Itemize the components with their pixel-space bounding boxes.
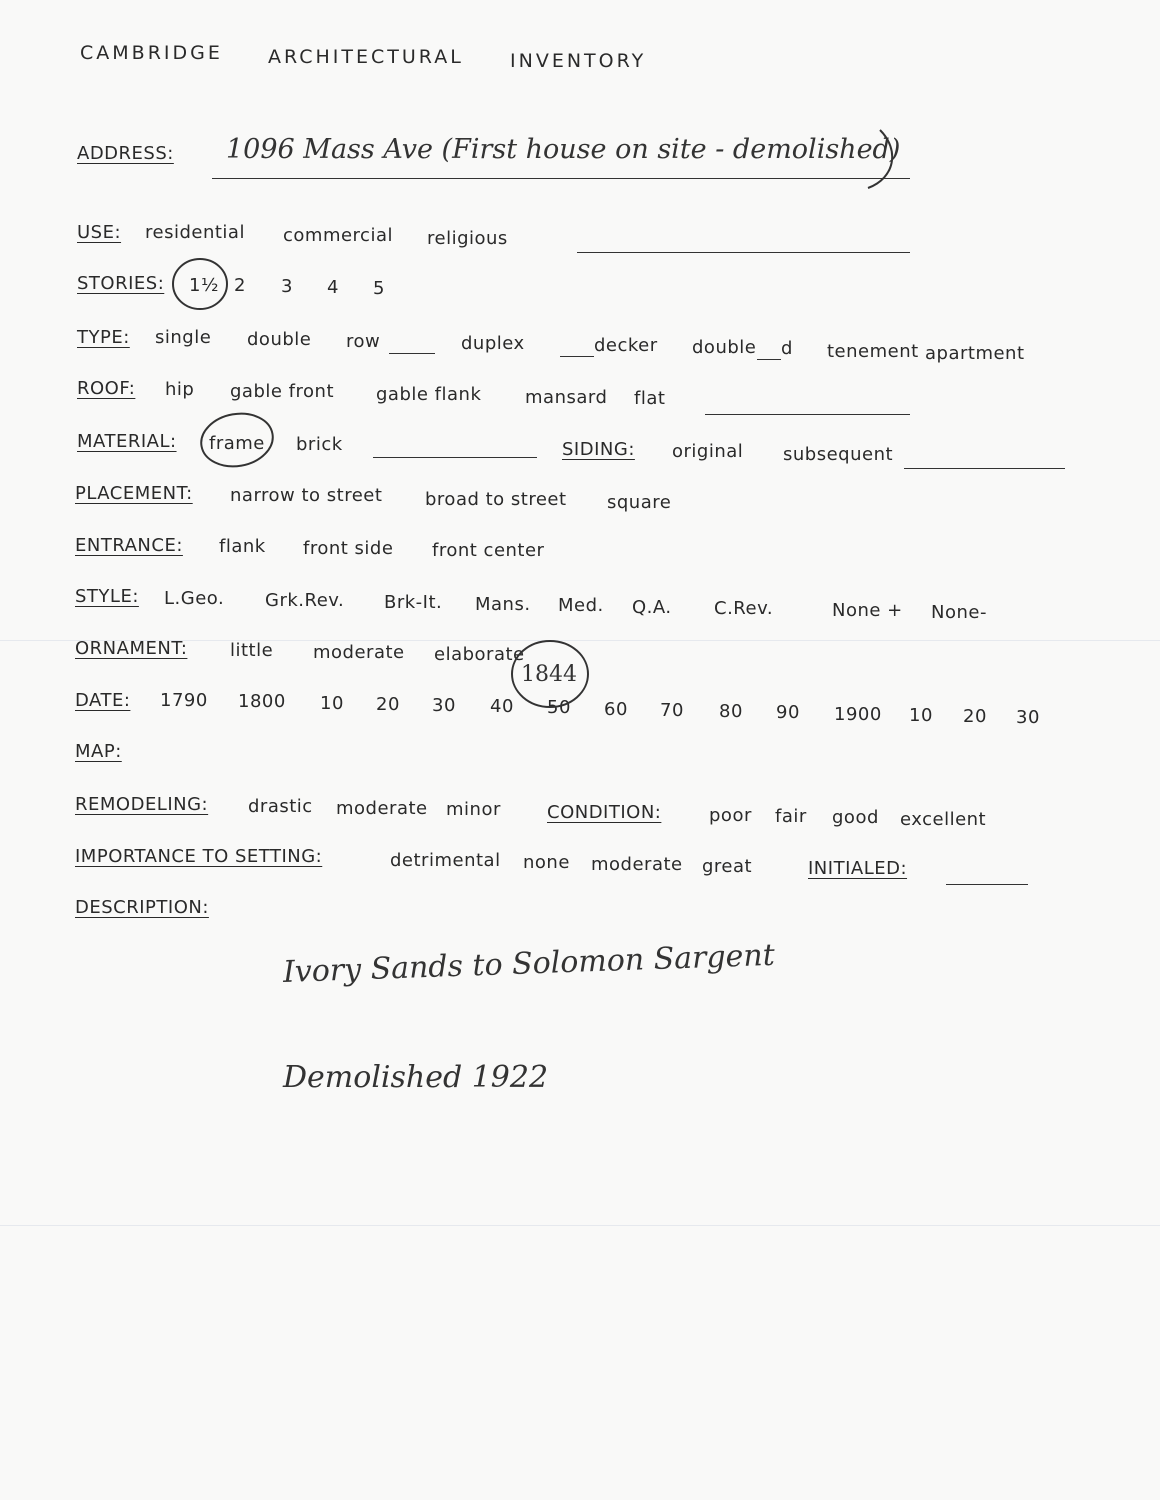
stories-option-5: 5 [373,278,385,299]
condition-option-excellent: excellent [900,809,987,830]
date-option-1800: 1800 [238,691,286,712]
type-option-double: double [247,329,312,350]
date-option-1920: 20 [963,706,987,727]
style-option-none-plus: None + [832,600,903,621]
stories-label: STORIES: [77,273,165,294]
style-option-mans: Mans. [475,594,531,615]
use-option-religious: religious [427,228,508,249]
type-option-double-decker: double [692,337,757,358]
form-title-cambridge: CAMBRIDGE [80,42,223,64]
date-option-1900: 1900 [834,704,882,725]
remodeling-option-minor: minor [446,799,501,820]
placement-option-square: square [607,492,672,513]
style-option-lgeo: L.Geo. [164,588,225,609]
style-option-none-minus: None- [931,602,987,623]
remodeling-option-moderate: moderate [336,798,428,819]
type-option-decker: decker [594,335,658,356]
type-option-duplex: duplex [461,333,525,354]
type-label: TYPE: [77,327,130,348]
form-title-architectural: ARCHITECTURAL [268,46,464,68]
condition-option-poor: poor [709,805,752,826]
style-option-brkit: Brk-It. [384,592,443,613]
roof-label: ROOF: [77,378,136,399]
date-option-90: 90 [776,702,800,723]
date-option-20: 20 [376,694,400,715]
use-option-commercial: commercial [283,225,393,246]
importance-option-great: great [702,856,753,877]
address-paren-stroke [868,130,892,188]
siding-option-subsequent: subsequent [783,444,894,465]
placement-option-broad: broad to street [425,489,567,510]
form-title-inventory: INVENTORY [510,50,647,72]
stories-option-1-half: 1½ [189,275,219,296]
remodeling-label: REMODELING: [75,794,209,815]
date-handwritten-value: 1844 [521,662,577,687]
stories-selected-circle [173,259,227,309]
description-label: DESCRIPTION: [75,897,209,918]
condition-option-good: good [832,807,879,828]
description-handwritten-line-2: Demolished 1922 [283,1060,549,1095]
material-option-frame: frame [209,433,265,454]
material-option-brick: brick [296,434,343,455]
material-label: MATERIAL: [77,431,177,452]
roof-option-mansard: mansard [525,387,608,408]
date-option-10: 10 [320,693,344,714]
ornament-option-moderate: moderate [313,642,405,663]
style-label: STYLE: [75,586,139,607]
siding-label: SIDING: [562,439,635,460]
type-option-d: d [781,338,793,359]
type-option-tenement: tenement [827,341,919,362]
material-selected-circle [197,408,277,472]
address-handwritten-value: 1096 Mass Ave (First house on site - demolished) [226,134,901,165]
roof-option-gable-front: gable front [230,381,334,402]
condition-label: CONDITION: [547,802,662,823]
roof-option-gable-flank: gable flank [376,384,482,405]
stories-option-3: 3 [281,276,293,297]
map-label: MAP: [75,741,122,762]
ornament-option-elaborate: elaborate [434,644,525,665]
type-option-apartment: apartment [925,343,1025,364]
type-option-single: single [155,327,212,348]
date-option-30: 30 [432,695,456,716]
style-option-qa: Q.A. [632,597,672,618]
date-option-1790: 1790 [160,690,208,711]
stories-option-2: 2 [234,275,246,296]
roof-option-flat: flat [634,388,666,409]
date-handwritten-circle [512,641,588,707]
date-label: DATE: [75,690,131,711]
siding-option-original: original [672,441,744,462]
entrance-label: ENTRANCE: [75,535,183,556]
style-option-crev: C.Rev. [714,598,774,619]
type-option-row: row [346,331,381,352]
remodeling-option-drastic: drastic [248,796,313,817]
style-option-med: Med. [558,595,604,616]
stories-option-4: 4 [327,277,339,298]
placement-option-narrow: narrow to street [230,485,383,506]
entrance-option-flank: flank [219,536,266,557]
date-option-50: 50 [547,697,571,718]
description-handwritten-line-1: Ivory Sands to Solomon Sargent [282,937,776,990]
importance-option-none: none [523,852,570,873]
importance-label: IMPORTANCE TO SETTING: [75,846,323,867]
condition-option-fair: fair [775,806,807,827]
date-option-80: 80 [719,701,743,722]
importance-option-detrimental: detrimental [390,850,501,871]
style-option-grkrev: Grk.Rev. [265,590,345,611]
date-option-1910: 10 [909,705,933,726]
placement-label: PLACEMENT: [75,483,193,504]
ornament-option-little: little [230,640,274,661]
date-option-40: 40 [490,696,514,717]
use-label: USE: [77,222,122,243]
date-option-70: 70 [660,700,684,721]
date-option-60: 60 [604,699,628,720]
importance-option-moderate: moderate [591,854,683,875]
initialed-label: INITIALED: [808,858,908,879]
date-option-1930: 30 [1016,707,1040,728]
entrance-option-front-center: front center [432,540,545,561]
roof-option-hip: hip [165,379,195,400]
use-option-residential: residential [145,222,245,243]
address-label: ADDRESS: [77,143,174,164]
ornament-label: ORNAMENT: [75,638,188,659]
entrance-option-front-side: front side [303,538,394,559]
